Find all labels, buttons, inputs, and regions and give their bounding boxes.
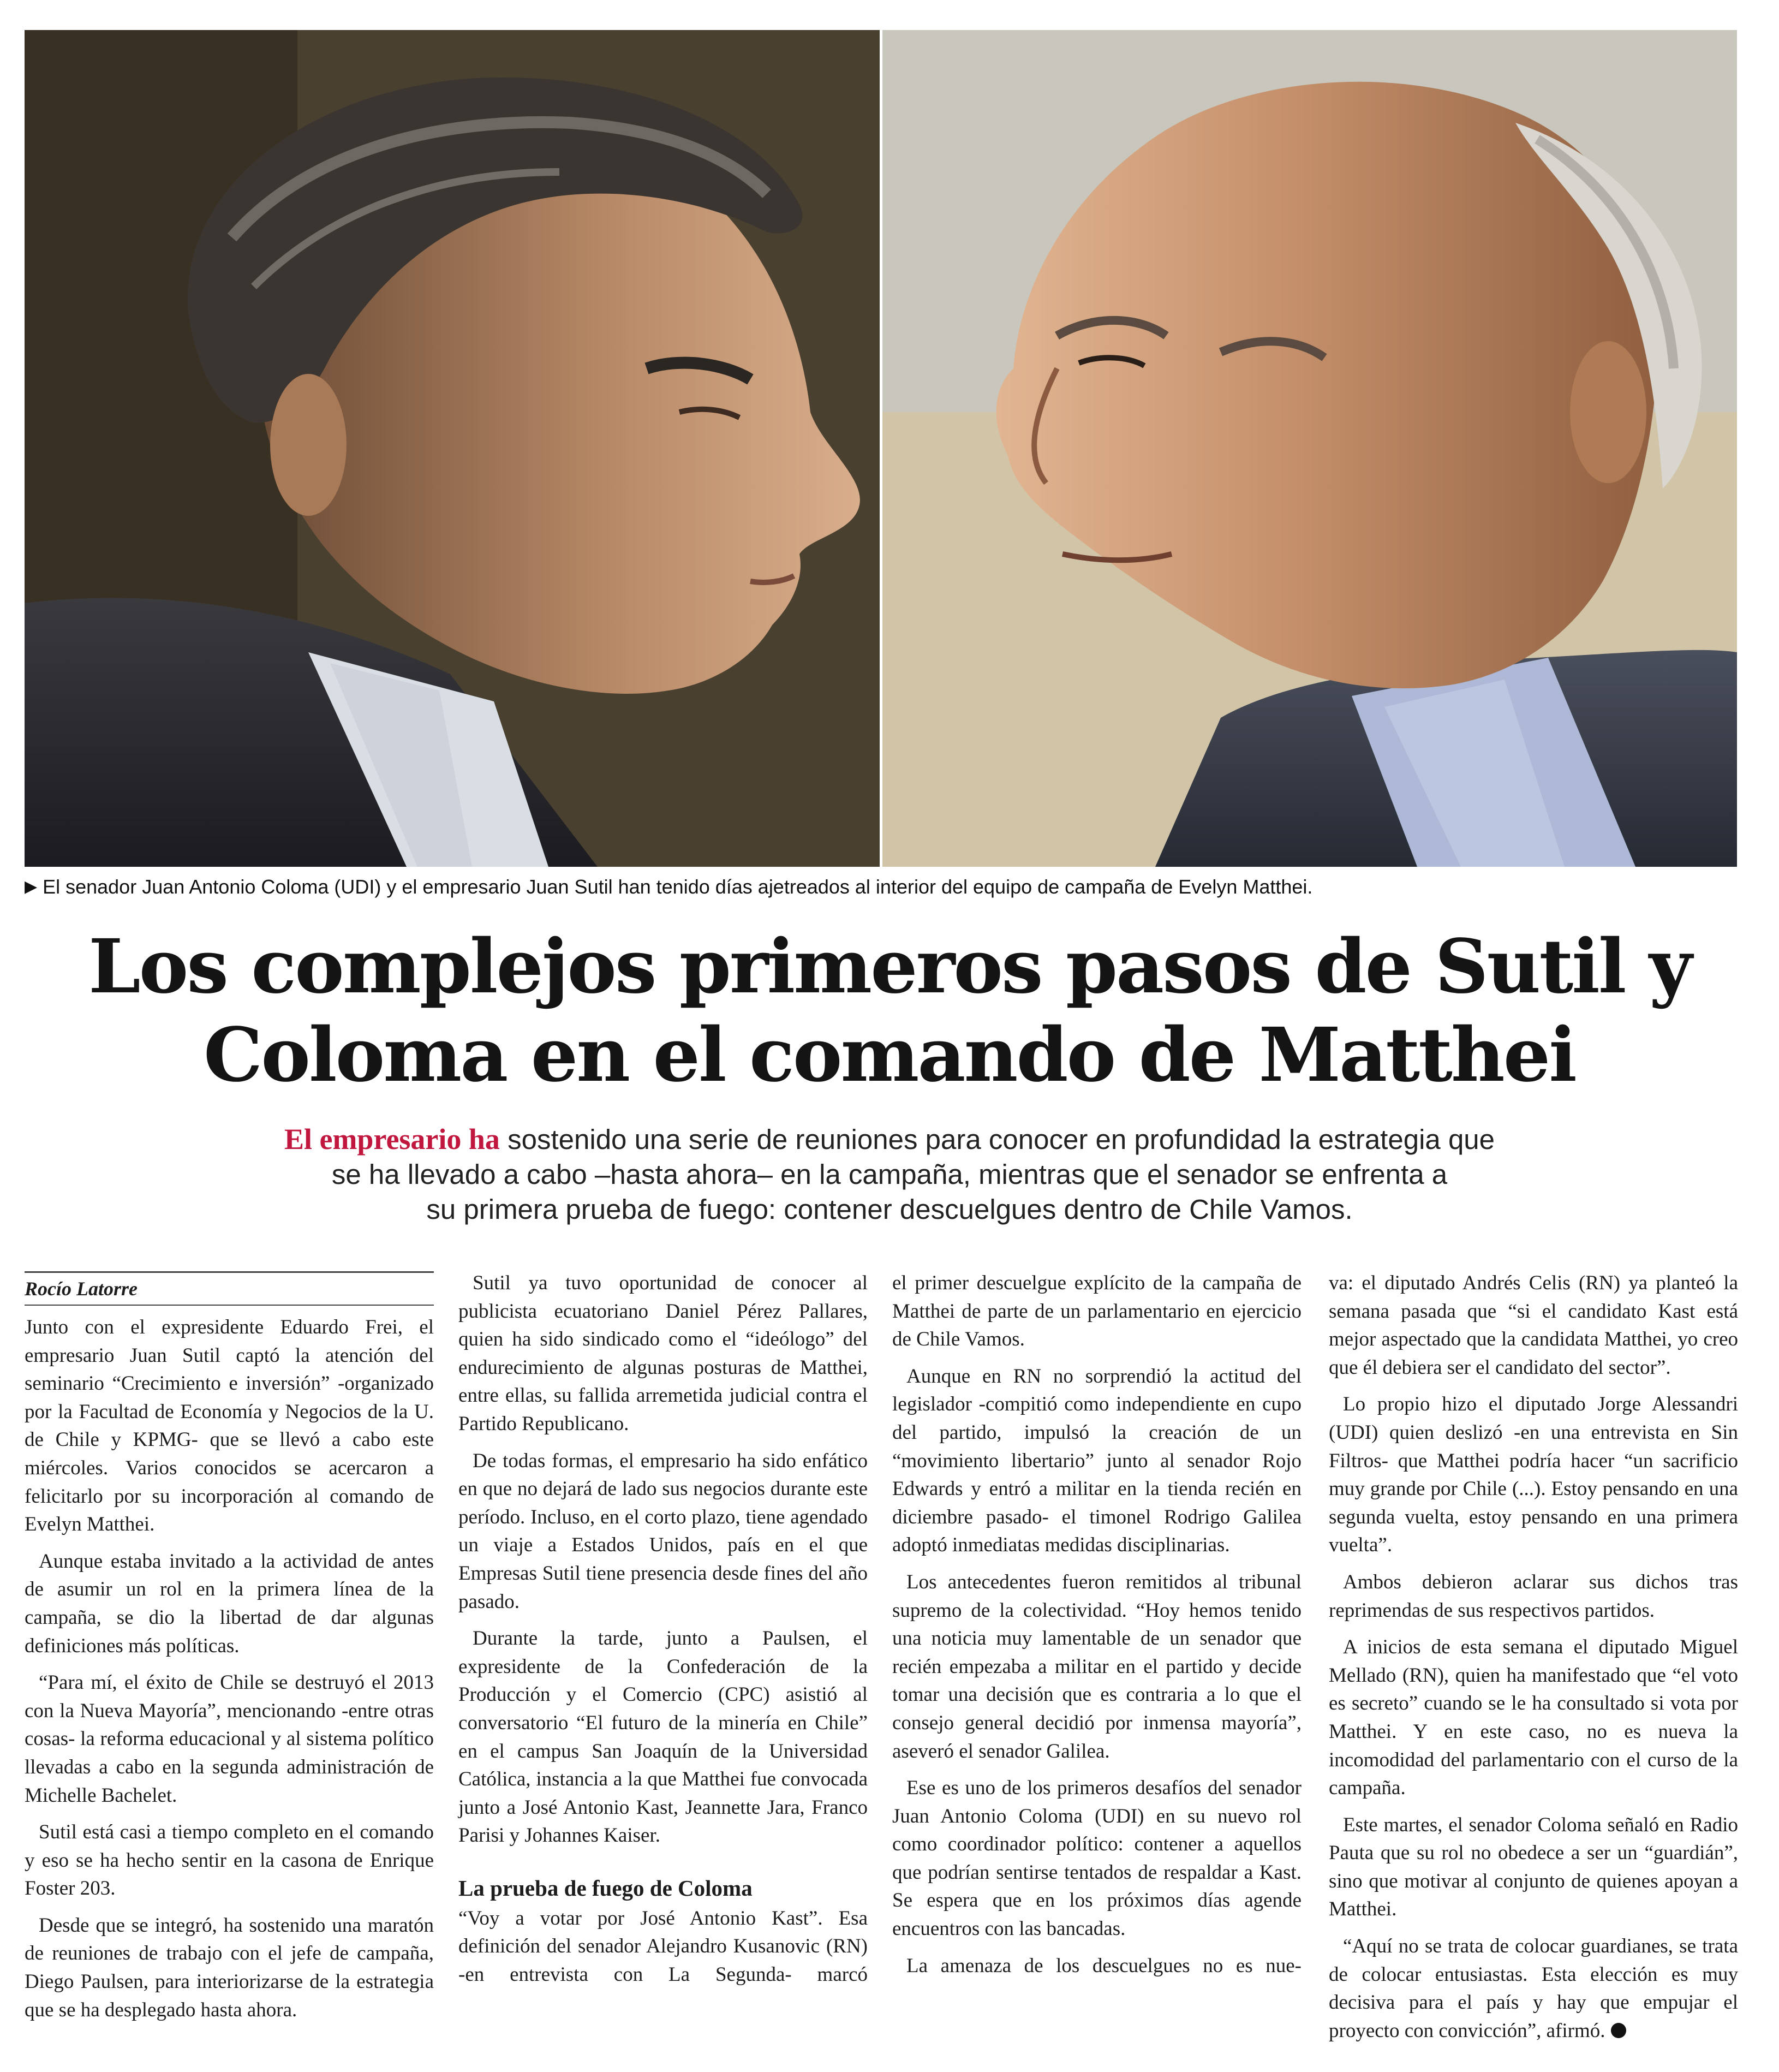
paragraph: Lo propio hizo el diputado Jorge Alessandri (UDI) quien deslizó -en una entrevista en Sin Filtros- que Matthei podría hacer “un sacrificio muy grande por Chile (...). Estoy pensando en una segunda vuelta, estoy pensando en una primera vuelta”.	[1329, 1393, 1738, 1557]
byline-rule-bottom	[25, 1305, 434, 1306]
column-3	[892, 1269, 1302, 2055]
article-deck	[109, 1122, 1670, 1227]
column-1	[25, 1269, 434, 2055]
sutil-portrait-illustration	[882, 30, 1737, 867]
paragraph: Aunque en RN no sorprendió la actitud del legislador -compitió como independiente en cupo del partido, impulsó la creación de un “movimiento libertario” junto al senador Rojo Edwards y entró a militar en la tienda recién en diciembre pasado- el timonel Rodrigo Galilea adoptó inmediatas medidas disciplinarias.	[892, 1365, 1302, 1557]
paragraph: Junto con el expresidente Eduardo Frei, el empresario Juan Sutil captó la atención del seminario “Crecimiento e inversión” -organizado por la Facultad de Economía y Negocios de la U. de Chile y KPMG- que se llevó a cabo este miércoles. Varios conocidos se acercaron a felicitarlo por su incorporación al comando de Evelyn Matthei.	[25, 1316, 434, 1536]
paragraph: De todas formas, el empresario ha sido enfático en que no dejará de lado sus negocios durante este período. Incluso, en el corto plazo, tiene agendado un viaje a Estados Unidos, país en el que Empresas Sutil tiene presencia desde fines del año pasado.	[458, 1449, 868, 1613]
paragraph: Este martes, el senador Coloma señaló en Radio Pauta que su rol no obedece a ser un “guardián”, sino que motivar al conjunto de quienes apoyan a Matthei.	[1329, 1813, 1738, 1921]
paragraph: “Voy a votar por José Antonio Kast”. Esa definición del senador Alejandro Kusanovic (RN) -en entrevista con La Segunda- marcó	[458, 1907, 868, 1986]
paragraph: va: el diputado Andrés Celis (RN) ya planteó la semana pasada que “si el candidato Kast está mejor aspectado que la candidata Matthei, yo creo que él debiera ser el candidato del sector”.	[1329, 1272, 1738, 1379]
paragraph: Desde que se integró, ha sostenido una maratón de reuniones de trabajo con el jefe de campaña, Diego Paulsen, para interiorizarse de la estrategia que se ha desplegado hasta ahora.	[25, 1914, 434, 2021]
article-body	[25, 1269, 1738, 2055]
paragraph: “Para mí, el éxito de Chile se destruyó el 2013 con la Nueva Mayoría”, mencionando -entre otras cosas- la reforma educacional y al sistema político llevadas a cabo en la segunda administración de Michelle Bachelet.	[25, 1671, 434, 1807]
deck-line-1-text: sostenido una serie de reuniones para conocer en profundidad la estrategia que	[499, 1124, 1495, 1155]
paragraph: Ambos debieron aclarar sus dichos tras reprimendas de sus respectivos partidos.	[1329, 1570, 1738, 1622]
deck-line-3: su primera prueba de fuego: contener descuelgues dentro de Chile Vamos.	[426, 1194, 1353, 1225]
column-2	[458, 1269, 868, 2055]
paragraph: Sutil está casi a tiempo completo en el comando y eso se ha hecho sentir en la casona de Enrique Foster 203.	[25, 1821, 434, 1900]
end-of-article-dot-icon	[1611, 2023, 1626, 2038]
caption-text: El senador Juan Antonio Coloma (UDI) y el empresario Juan Sutil han tenido días ajetreados al interior del equipo de campaña de Evelyn Matthei.	[43, 876, 1313, 898]
column-4	[1329, 1269, 1738, 2055]
coloma-portrait-illustration	[25, 30, 880, 867]
byline: Rocío Latorre	[25, 1278, 138, 1300]
photo-sutil	[882, 30, 1737, 867]
paragraph: el primer descuelgue explícito de la campaña de Matthei de parte de un parlamentario en ejercicio de Chile Vamos.	[892, 1272, 1302, 1351]
paragraph: Sutil ya tuvo oportunidad de conocer al publicista ecuatoriano Daniel Pérez Pallares, quien ha sido sindicado como el “ideólogo” del endurecimiento de algunas posturas de Matthei, entre ellas, su fallida arremetida judicial contra el Partido Republicano.	[458, 1272, 868, 1435]
photo-coloma	[25, 30, 880, 867]
headline-line-1: Los complejos primeros pasos de Sutil y	[88, 923, 1691, 1010]
photo-caption	[25, 874, 1738, 900]
paragraph: La amenaza de los descuelgues no es nue-	[906, 1954, 1302, 1977]
final-paragraph-text: “Aquí no se trata de colocar guardianes, se trata de colocar entusiastas. Esta elección es muy decisiva para el país y hay que empujar el proyecto con convicción”, afirmó.	[1329, 1935, 1738, 2042]
paragraph-final	[1329, 1932, 1738, 2045]
paragraph: Durante la tarde, junto a Paulsen, el expresidente de la Confederación de la Producción y el Comercio (CPC) asistió al conversatorio “El futuro de la minería en Chile” en el campus San Joaquín de la Universidad Católica, instancia a la que Matthei fue convocada junto a José Antonio Kast, Jeannette Jara, Franco Parisi y Johannes Kaiser.	[458, 1627, 868, 1847]
deck-lead: El empresario ha	[284, 1123, 500, 1156]
paragraph: Aunque estaba invitado a la actividad de antes de asumir un rol en la primera línea de la campaña, se dio la libertad de dar algunas definiciones más políticas.	[25, 1550, 434, 1657]
deck-line-1	[109, 1122, 1670, 1157]
article-headline	[33, 922, 1746, 1099]
deck-line-2: se ha llevado a cabo –hasta ahora– en la campaña, mientras que el senador se enfrenta a	[331, 1159, 1448, 1190]
section-subhead: La prueba de fuego de Coloma	[458, 1875, 753, 1901]
headline-line-2: Coloma en el comando de Matthei	[204, 1011, 1575, 1099]
paragraph: Los antecedentes fueron remitidos al tribunal supremo de la colectividad. “Hoy hemos tenido una noticia muy lamentable de un senador que recién empezaba a militar en el partido y decide tomar una decisión que es contraria a lo que el consejo general decidió por inmensa mayoría”, aseveró el senador Galilea.	[892, 1570, 1302, 1763]
paragraph: Ese es uno de los primeros desafíos del senador Juan Antonio Coloma (UDI) en su nuevo rol como coordinador político: contener a aquellos que podrían sentirse tentados de respaldar a Kast. Se espera que en los próximos días agende encuentros con las bancadas.	[892, 1777, 1302, 1940]
play-triangle-icon: ▶	[25, 878, 38, 896]
paragraph: A inicios de esta semana el diputado Miguel Mellado (RN), quien ha manifestado que “el voto es secreto” cuando se le ha consultado si vota por Matthei. Y en este caso, no es nueva la incomodidad del parlamentario con el curso de la campaña.	[1329, 1636, 1738, 1800]
